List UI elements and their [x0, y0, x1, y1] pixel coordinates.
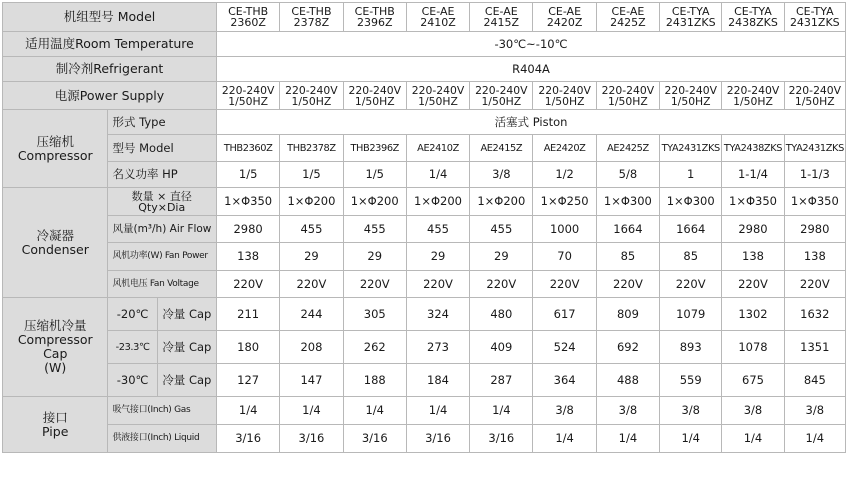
power-supply-cell: 220-240V 1/50HZ	[470, 82, 533, 110]
capacity-value-cell: 305	[343, 298, 406, 331]
condenser-qty-cell: 1×Φ350	[784, 188, 845, 216]
power-supply-cell: 220-240V 1/50HZ	[784, 82, 845, 110]
power-supply-row	[3, 82, 846, 110]
capacity-value-cell: 188	[343, 364, 406, 397]
compressor-hp-row	[3, 162, 846, 188]
condenser-fanpower-cell: 29	[406, 243, 469, 271]
capacity-value-cell: 244	[280, 298, 343, 331]
capacity-row	[3, 298, 846, 331]
compressor-model-cell: AE2425Z	[596, 135, 659, 162]
power-supply-cell: 220-240V 1/50HZ	[660, 82, 722, 110]
model-header-cell: CE-AE 2415Z	[470, 3, 533, 32]
compressor-model-cell: TYA2431ZKS	[784, 135, 845, 162]
capacity-value-cell: 180	[216, 331, 279, 364]
condenser-fanpower-cell: 138	[784, 243, 845, 271]
compressor-hp-cell: 1/4	[406, 162, 469, 188]
capacity-value-cell: 273	[406, 331, 469, 364]
condenser-fanpower-cell: 138	[216, 243, 279, 271]
capacity-value-cell: 1302	[722, 298, 784, 331]
spec-table	[2, 2, 846, 453]
model-header-cell: CE-AE 2420Z	[533, 3, 596, 32]
model-header-cell: CE-THB 2360Z	[216, 3, 279, 32]
model-header-cell: CE-TYA 2431ZKS	[660, 3, 722, 32]
pipe-group-label: 接口 Pipe	[3, 397, 108, 453]
compressor-model-cell: AE2420Z	[533, 135, 596, 162]
condenser-fanpower-cell: 85	[596, 243, 659, 271]
compressor-model-row	[3, 135, 846, 162]
condenser-fanpower-cell: 85	[660, 243, 722, 271]
capacity-value-cell: 364	[533, 364, 596, 397]
capacity-value-cell: 1632	[784, 298, 845, 331]
compressor-model-cell: TYA2431ZKS	[660, 135, 722, 162]
condenser-fanvoltage-cell: 220V	[280, 271, 343, 298]
capacity-cap-label: 冷量 Cap	[157, 331, 216, 364]
capacity-value-cell: 480	[470, 298, 533, 331]
condenser-qty-row	[3, 188, 846, 216]
condenser-airflow-cell: 455	[280, 216, 343, 243]
capacity-value-cell: 675	[722, 364, 784, 397]
condenser-qty-cell: 1×Φ350	[722, 188, 784, 216]
condenser-fanvoltage-cell: 220V	[343, 271, 406, 298]
pipe-gas-cell: 3/8	[784, 397, 845, 425]
compressor-model-cell: THB2360Z	[216, 135, 279, 162]
model-header-cell: CE-THB 2378Z	[280, 3, 343, 32]
compressor-type-value: 活塞式 Piston	[216, 110, 845, 135]
capacity-value-cell: 617	[533, 298, 596, 331]
model-header-cell: CE-TYA 2438ZKS	[722, 3, 784, 32]
room-temperature-label: 适用温度Room Temperature	[3, 32, 217, 57]
pipe-liquid-cell: 1/4	[660, 425, 722, 453]
room-temperature-row	[3, 32, 846, 57]
capacity-value-cell: 488	[596, 364, 659, 397]
model-header-cell: CE-TYA 2431ZKS	[784, 3, 845, 32]
condenser-qty-cell: 1×Φ200	[343, 188, 406, 216]
condenser-fanvoltage-cell: 220V	[722, 271, 784, 298]
compressor-model-cell: AE2415Z	[470, 135, 533, 162]
capacity-value-cell: 147	[280, 364, 343, 397]
capacity-row	[3, 364, 846, 397]
capacity-value-cell: 208	[280, 331, 343, 364]
pipe-liquid-cell: 3/16	[280, 425, 343, 453]
compressor-type-row	[3, 110, 846, 135]
condenser-airflow-row	[3, 216, 846, 243]
condenser-qty-cell: 1×Φ200	[470, 188, 533, 216]
pipe-liquid-cell: 1/4	[533, 425, 596, 453]
pipe-gas-cell: 3/8	[660, 397, 722, 425]
compressor-model-cell: THB2378Z	[280, 135, 343, 162]
condenser-fanvoltage-cell: 220V	[216, 271, 279, 298]
capacity-cap-label: 冷量 Cap	[157, 298, 216, 331]
compressor-hp-label: 名义功率 HP	[108, 162, 217, 188]
condenser-fanvoltage-cell: 220V	[660, 271, 722, 298]
model-header-label: 机组型号 Model	[3, 3, 217, 32]
compressor-hp-cell: 1-1/4	[722, 162, 784, 188]
power-supply-cell: 220-240V 1/50HZ	[216, 82, 279, 110]
room-temperature-value: -30℃~-10℃	[216, 32, 845, 57]
capacity-value-cell: 262	[343, 331, 406, 364]
pipe-gas-cell: 3/8	[533, 397, 596, 425]
capacity-value-cell: 524	[533, 331, 596, 364]
condenser-fanvoltage-label: 风机电压 Fan Voltage	[108, 271, 217, 298]
condenser-qty-label: 数量 × 直径 Qty×Dia	[108, 188, 217, 216]
condenser-fanpower-cell: 29	[470, 243, 533, 271]
power-supply-cell: 220-240V 1/50HZ	[722, 82, 784, 110]
capacity-value-cell: 1079	[660, 298, 722, 331]
compressor-hp-cell: 1-1/3	[784, 162, 845, 188]
compressor-group-label: 压缩机 Compressor	[3, 110, 108, 188]
condenser-group-label: 冷凝器 Condenser	[3, 188, 108, 298]
compressor-hp-cell: 1/5	[280, 162, 343, 188]
compressor-model-cell: THB2396Z	[343, 135, 406, 162]
refrigerant-value: R404A	[216, 57, 845, 82]
capacity-value-cell: 692	[596, 331, 659, 364]
pipe-liquid-cell: 3/16	[216, 425, 279, 453]
power-supply-cell: 220-240V 1/50HZ	[533, 82, 596, 110]
pipe-gas-cell: 1/4	[343, 397, 406, 425]
model-header-row	[3, 3, 846, 32]
pipe-liquid-cell: 3/16	[343, 425, 406, 453]
condenser-airflow-cell: 2980	[216, 216, 279, 243]
capacity-temp-label: -23.3℃	[108, 331, 157, 364]
power-supply-label: 电源Power Supply	[3, 82, 217, 110]
condenser-airflow-cell: 455	[406, 216, 469, 243]
condenser-fanvoltage-cell: 220V	[596, 271, 659, 298]
compressor-hp-cell: 5/8	[596, 162, 659, 188]
pipe-liquid-cell: 1/4	[596, 425, 659, 453]
condenser-airflow-label: 风量(m³/h) Air Flow	[108, 216, 217, 243]
condenser-fanvoltage-cell: 220V	[533, 271, 596, 298]
refrigerant-row	[3, 57, 846, 82]
power-supply-cell: 220-240V 1/50HZ	[280, 82, 343, 110]
capacity-temp-label: -20℃	[108, 298, 157, 331]
condenser-fanvoltage-cell: 220V	[406, 271, 469, 298]
pipe-liquid-cell: 3/16	[406, 425, 469, 453]
condenser-qty-cell: 1×Φ200	[280, 188, 343, 216]
pipe-liquid-row	[3, 425, 846, 453]
capacity-value-cell: 211	[216, 298, 279, 331]
capacity-value-cell: 409	[470, 331, 533, 364]
condenser-fanvoltage-cell: 220V	[784, 271, 845, 298]
spec-table-body	[3, 3, 846, 453]
capacity-value-cell: 809	[596, 298, 659, 331]
condenser-qty-cell: 1×Φ200	[406, 188, 469, 216]
model-header-cell: CE-AE 2425Z	[596, 3, 659, 32]
condenser-airflow-cell: 455	[470, 216, 533, 243]
compressor-type-label: 形式 Type	[108, 110, 217, 135]
condenser-fanpower-cell: 29	[280, 243, 343, 271]
power-supply-cell: 220-240V 1/50HZ	[343, 82, 406, 110]
pipe-gas-label: 吸气接口(Inch) Gas	[108, 397, 217, 425]
capacity-group-label: 压缩机冷量 Compressor Cap (W)	[3, 298, 108, 397]
condenser-airflow-cell: 1664	[660, 216, 722, 243]
pipe-gas-cell: 1/4	[406, 397, 469, 425]
power-supply-cell: 220-240V 1/50HZ	[596, 82, 659, 110]
pipe-liquid-cell: 3/16	[470, 425, 533, 453]
capacity-value-cell: 559	[660, 364, 722, 397]
compressor-hp-cell: 1	[660, 162, 722, 188]
compressor-model-label: 型号 Model	[108, 135, 217, 162]
condenser-airflow-cell: 455	[343, 216, 406, 243]
condenser-airflow-cell: 1664	[596, 216, 659, 243]
model-header-cell: CE-THB 2396Z	[343, 3, 406, 32]
capacity-value-cell: 893	[660, 331, 722, 364]
pipe-liquid-cell: 1/4	[722, 425, 784, 453]
compressor-hp-cell: 1/2	[533, 162, 596, 188]
pipe-liquid-label: 供液接口(Inch) Liquid	[108, 425, 217, 453]
compressor-hp-cell: 1/5	[343, 162, 406, 188]
condenser-fanpower-cell: 138	[722, 243, 784, 271]
condenser-airflow-cell: 1000	[533, 216, 596, 243]
compressor-model-cell: TYA2438ZKS	[722, 135, 784, 162]
condenser-qty-cell: 1×Φ300	[596, 188, 659, 216]
condenser-fanpower-cell: 29	[343, 243, 406, 271]
capacity-value-cell: 324	[406, 298, 469, 331]
refrigerant-label: 制冷剂Refrigerant	[3, 57, 217, 82]
capacity-row	[3, 331, 846, 364]
pipe-gas-cell: 3/8	[596, 397, 659, 425]
condenser-fanpower-cell: 70	[533, 243, 596, 271]
capacity-value-cell: 287	[470, 364, 533, 397]
condenser-qty-cell: 1×Φ300	[660, 188, 722, 216]
capacity-value-cell: 127	[216, 364, 279, 397]
pipe-gas-row	[3, 397, 846, 425]
capacity-temp-label: -30℃	[108, 364, 157, 397]
pipe-liquid-cell: 1/4	[784, 425, 845, 453]
pipe-gas-cell: 1/4	[216, 397, 279, 425]
model-header-cell: CE-AE 2410Z	[406, 3, 469, 32]
condenser-fanvoltage-row	[3, 271, 846, 298]
capacity-value-cell: 845	[784, 364, 845, 397]
condenser-qty-cell: 1×Φ250	[533, 188, 596, 216]
pipe-gas-cell: 1/4	[470, 397, 533, 425]
pipe-gas-cell: 3/8	[722, 397, 784, 425]
condenser-qty-cell: 1×Φ350	[216, 188, 279, 216]
condenser-airflow-cell: 2980	[722, 216, 784, 243]
condenser-fanpower-row	[3, 243, 846, 271]
condenser-fanpower-label: 风机功率(W) Fan Power	[108, 243, 217, 271]
capacity-value-cell: 1078	[722, 331, 784, 364]
power-supply-cell: 220-240V 1/50HZ	[406, 82, 469, 110]
capacity-value-cell: 184	[406, 364, 469, 397]
compressor-model-cell: AE2410Z	[406, 135, 469, 162]
capacity-value-cell: 1351	[784, 331, 845, 364]
compressor-hp-cell: 1/5	[216, 162, 279, 188]
capacity-cap-label: 冷量 Cap	[157, 364, 216, 397]
condenser-airflow-cell: 2980	[784, 216, 845, 243]
compressor-hp-cell: 3/8	[470, 162, 533, 188]
pipe-gas-cell: 1/4	[280, 397, 343, 425]
condenser-fanvoltage-cell: 220V	[470, 271, 533, 298]
